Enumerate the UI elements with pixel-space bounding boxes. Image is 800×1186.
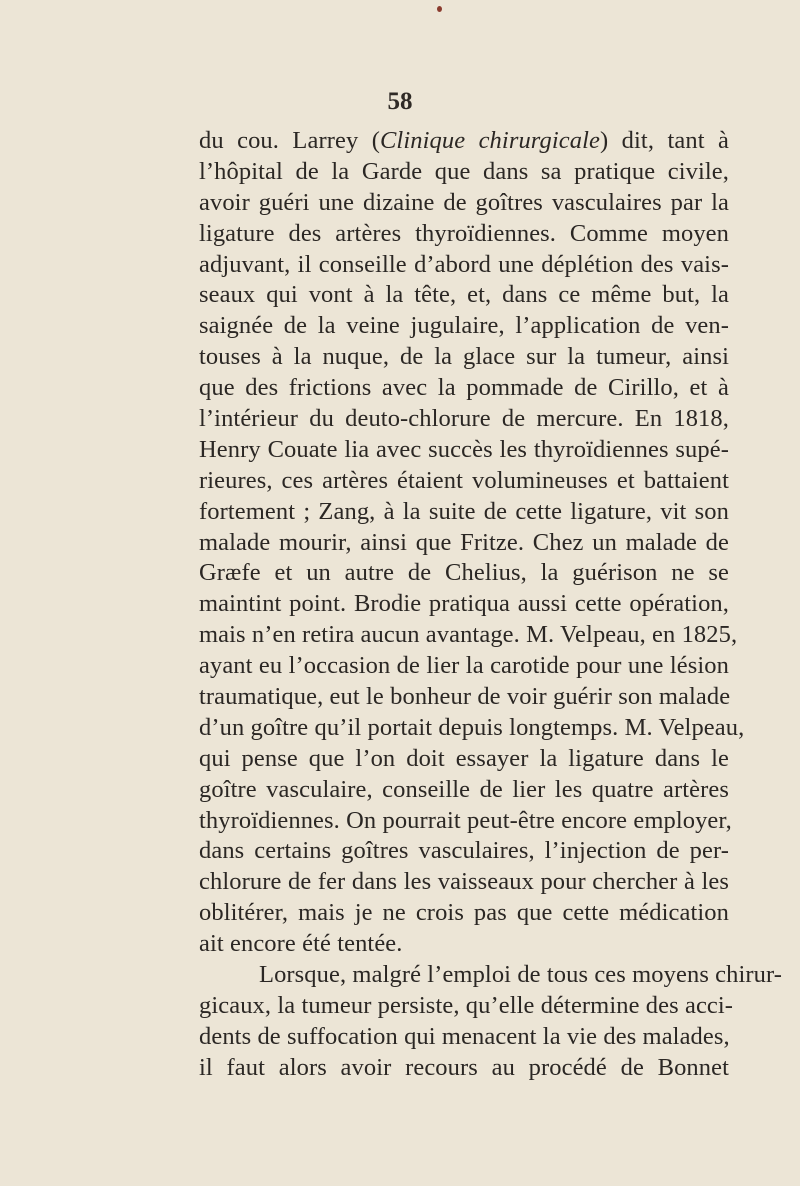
text-line: Henry Couate lia avec succès les thyroïdiennes supé- [199, 435, 729, 463]
text-run: du cou. Larrey ( [199, 127, 380, 154]
text-line [199, 126, 729, 157]
ink-speck [437, 6, 442, 12]
text-line: traumatique, eut le bonheur de voir guérir son malade [199, 683, 731, 711]
paragraph [199, 960, 783, 1084]
text-line: fortement ; Zang, à la suite de cette ligature, vit son [199, 497, 729, 525]
text-line: ligature des artères thyroïdiennes. Comme moyen [199, 219, 729, 247]
text-line: ait encore été tentée. [199, 930, 403, 958]
book-title: Clinique chirurgicale [379, 127, 600, 154]
text-line: saignée de la veine jugulaire, l’application de ven- [199, 312, 729, 340]
text-line: dans certains goîtres vasculaires, l’injection de per- [199, 837, 729, 865]
text-line: l’hôpital de la Garde que dans sa pratique civile, [199, 157, 729, 185]
text-line: adjuvant, il conseille d’abord une déplétion des vais- [199, 250, 729, 278]
body-text [199, 126, 783, 1084]
text-line: seaux qui vont à la tête, et, dans ce même but, la [199, 281, 729, 309]
text-line: l’intérieur du deuto-chlorure de mercure. En 1818, [199, 405, 729, 433]
text-line: ayant eu l’occasion de lier la carotide pour une lésion [199, 652, 729, 680]
text-line: dents de suffocation qui menacent la vie des malades, [199, 1022, 730, 1050]
text-line: malade mourir, ainsi que Fritze. Chez un malade de [199, 528, 729, 556]
text-line: d’un goître qu’il portait depuis longtemps. M. Velpeau, [199, 713, 745, 741]
text-line: thyroïdiennes. On pourrait peut-être encore employer, [199, 806, 732, 834]
text-line: Græfe et un autre de Chelius, la guérison ne se [199, 559, 729, 587]
text-line: il faut alors avoir recours au procédé de Bonnet [199, 1053, 729, 1081]
text-line: mais n’en retira aucun avantage. M. Velpeau, en 1825, [199, 621, 738, 649]
text-line: chlorure de fer dans les vaisseaux pour chercher à les [199, 868, 729, 896]
text-line: maintint point. Brodie pratiqua aussi cette opération, [199, 590, 729, 618]
text-line: goître vasculaire, conseille de lier les quatre artères [199, 775, 729, 803]
text-line: gicaux, la tumeur persiste, qu’elle détermine des acci- [199, 991, 734, 1019]
text-line: Lorsque, malgré l’emploi de tous ces moyens chirur- [259, 961, 783, 989]
page-number: 58 [387, 88, 413, 115]
paragraph [199, 126, 745, 960]
text-line: touses à la nuque, de la glace sur la tumeur, ainsi [199, 343, 729, 371]
text-line: que des frictions avec la pommade de Cirillo, et à [199, 374, 729, 402]
text-run: ) dit, tant à [600, 127, 729, 154]
text-line: oblitérer, mais je ne crois pas que cette médication [199, 899, 729, 927]
text-line: rieures, ces artères étaient volumineuses et battaient [199, 466, 729, 494]
text-line: avoir guéri une dizaine de goîtres vasculaires par la [199, 188, 729, 216]
text-line: qui pense que l’on doit essayer la ligature dans le [199, 744, 729, 772]
